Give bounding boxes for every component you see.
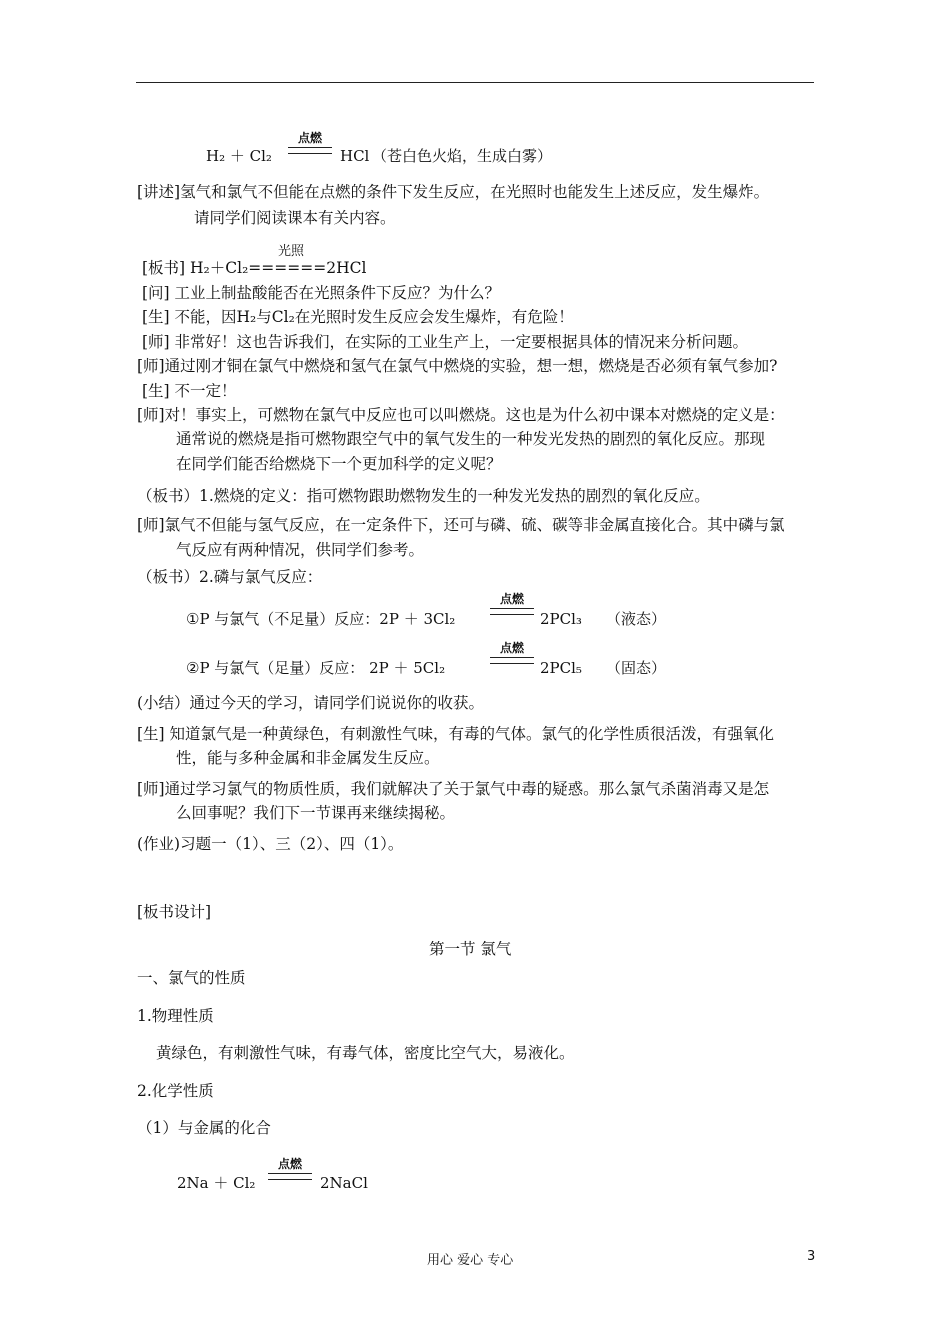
header-rule <box>136 82 814 83</box>
student-line-1: [生] 不能，因H₂与Cl₂在光照时发生反应会发生爆炸，有危险！ <box>142 308 574 326</box>
teacher-line-3a: [师]对！事实上，可燃物在氯气中反应也可以叫燃烧。这也是为什么初中课本对燃烧的定义是： <box>137 406 785 424</box>
eq2-condition: 点燃 <box>499 592 524 606</box>
footer-slogan: 用心 爱心 专心 <box>427 1253 514 1268</box>
board-definition: （板书）1.燃烧的定义：指可燃物跟助燃物发生的一种发光发热的剧烈的氧化反应。 <box>137 487 710 505</box>
eq1-equals-sign <box>288 147 332 154</box>
eq3-condition: 点燃 <box>499 641 524 655</box>
eq2-note: （液态） <box>606 610 667 628</box>
teacher-line-5a: [师]通过学习氯气的物质性质，我们就解决了关于氯气中毒的疑惑。那么氯气杀菌消毒又是怎 <box>137 780 770 798</box>
homework-line: (作业)习题一（1）、三（2）、四（1）。 <box>137 835 404 853</box>
eq1-note: （苍白色火焰，生成白雾） <box>372 147 553 165</box>
board-phosphorus: （板书）2.磷与氯气反应： <box>137 568 323 586</box>
heading-chemical: 2.化学性质 <box>137 1082 214 1100</box>
board-design-heading: [板书设计] <box>137 903 212 921</box>
eq4-reactants: 2Na ＋ Cl₂ <box>177 1174 256 1192</box>
eq4-condition: 点燃 <box>277 1157 302 1171</box>
physical-properties-text: 黄绿色，有刺激性气味，有毒气体，密度比空气大，易液化。 <box>156 1044 575 1062</box>
eq3-note: （固态） <box>606 659 667 677</box>
board-light-equation: [板书] H₂＋Cl₂======2HCl <box>142 259 367 277</box>
eq2-equals-sign <box>490 608 534 615</box>
teacher-line-2: [师]通过刚才铜在氯气中燃烧和氢气在氯气中燃烧的实验，想一想，燃烧是否必须有氧气参加? <box>137 357 778 375</box>
student-line-3a: [生] 知道氯气是一种黄绿色，有刺激性气味，有毒的气体。氯气的化学性质很活泼，有强氧化 <box>137 725 775 743</box>
heading-physical: 1.物理性质 <box>137 1007 214 1025</box>
eq3-reactants: ②P 与氯气（足量）反应： 2P ＋ 5Cl₂ <box>186 659 446 677</box>
heading-with-metals: （1）与金属的化合 <box>137 1119 271 1137</box>
teacher-line-5b: 么回事呢？我们下一节课再来继续揭秘。 <box>176 804 456 822</box>
teacher-line-1: [师] 非常好！这也告诉我们，在实际的工业生产上，一定要根据具体的情况来分析问题。 <box>142 333 749 351</box>
teacher-line-4a: [师]氯气不但能与氢气反应，在一定条件下，还可与磷、硫、碳等非金属直接化合。其中磷与氯 <box>137 516 785 534</box>
lecture-line-2: 请同学们阅读课本有关内容。 <box>194 209 396 227</box>
student-line-3b: 性，能与多种金属和非金属发生反应。 <box>176 749 440 767</box>
student-line-2: [生] 不一定！ <box>142 382 237 400</box>
eq4-product: 2NaCl <box>320 1174 368 1192</box>
summary-line: (小结）通过今天的学习，请同学们说说你的收获。 <box>137 694 485 712</box>
eq3-equals-sign <box>490 657 534 664</box>
teacher-line-3b: 通常说的燃烧是指可燃物跟空气中的氧气发生的一种发光发热的剧烈的氧化反应。那现 <box>176 430 766 448</box>
eq3-product: 2PCl₅ <box>540 659 582 677</box>
eq1-reactants: H₂ ＋ Cl₂ <box>206 147 272 165</box>
page-number: 3 <box>807 1249 816 1264</box>
eq1-product: HCl <box>340 147 370 165</box>
teacher-line-4b: 气反应有两种情况，供同学们参考。 <box>176 541 425 559</box>
question-line: [问] 工业上制盐酸能否在光照条件下反应？为什么？ <box>142 284 501 302</box>
heading-properties: 一、氯气的性质 <box>137 969 246 987</box>
section-title: 第一节 氯气 <box>429 940 512 958</box>
lecture-line-1: [讲述]氢气和氯气不但能在点燃的条件下发生反应，在光照时也能发生上述反应，发生爆炸。 <box>137 183 770 201</box>
teacher-line-3c: 在同学们能否给燃烧下一个更加科学的定义呢？ <box>176 455 502 473</box>
eq2-reactants: ①P 与氯气（不足量）反应：2P ＋ 3Cl₂ <box>186 610 456 628</box>
light-condition: 光照 <box>278 244 305 259</box>
eq1-condition: 点燃 <box>297 131 322 145</box>
eq2-product: 2PCl₃ <box>540 610 582 628</box>
eq4-equals-sign <box>268 1173 312 1180</box>
